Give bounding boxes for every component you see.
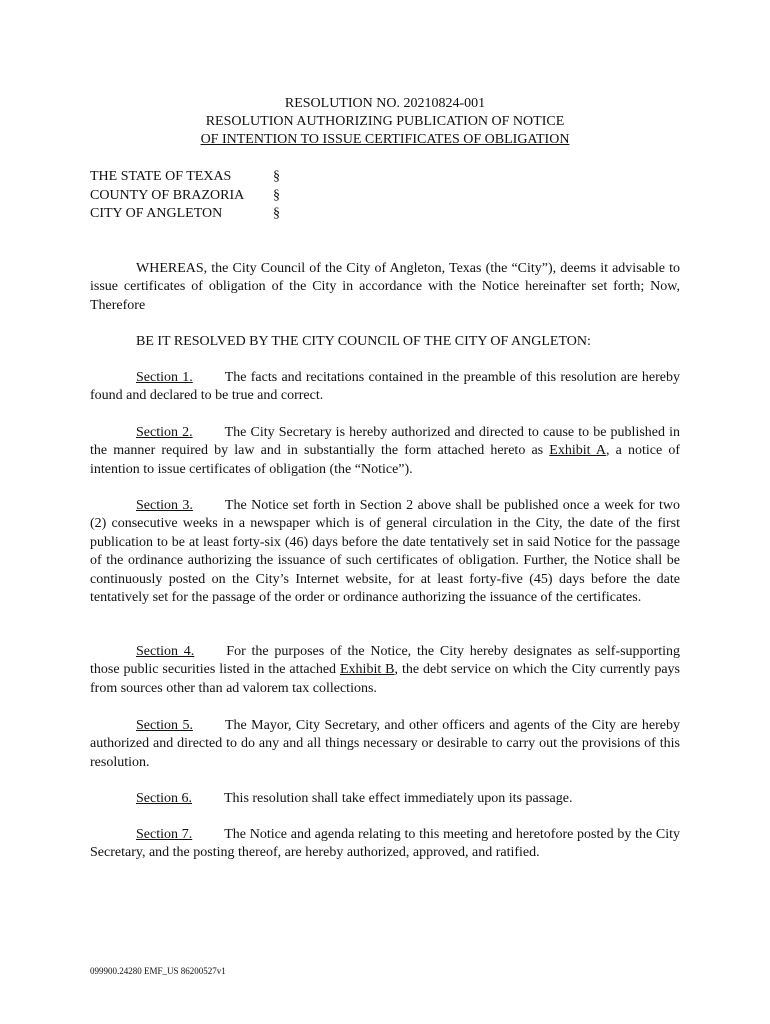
section-heading: Section 5.	[136, 718, 193, 733]
caption-row	[90, 187, 280, 206]
section-text: , a notice of intention to issue certificates of obligation (the “Notice”).	[90, 443, 680, 477]
exhibit-b-reference: Exhibit B	[340, 662, 395, 678]
section-5-paragraph	[90, 717, 680, 772]
caption-label: COUNTY OF BRAZORIA	[90, 187, 245, 203]
section-heading: Section 7.	[136, 827, 193, 842]
resolution-title-line2: OF INTENTION TO ISSUE CERTIFICATES OF OBLIGATION	[200, 132, 570, 147]
section-3-paragraph	[90, 497, 680, 607]
caption-label: CITY OF ANGLETON	[90, 206, 223, 221]
caption-row	[90, 168, 280, 187]
section-text: The Notice set forth in Section 2 above shall be published once a week for two (2) consecutive weeks in a newspaper which is of general circulation in the City, the date of the first publication to be at least forty-six (46) days before the date tentatively set in said Notice for the passage of the ordinance authorizing the issuance of such certificates of obligation. Further, the Notice shall be continuously posted on the City’s Internet website, for at least forty-five (45) days before the date tentatively set for the passage of the order or ordinance authorizing the issuance of the certificates.	[90, 498, 680, 606]
caption-row	[90, 205, 280, 224]
section-2-paragraph	[90, 424, 680, 479]
section-6-paragraph	[90, 790, 680, 808]
section-heading: Section 4.	[136, 644, 195, 659]
section-text: This resolution shall take effect immediately upon its passage.	[224, 791, 573, 806]
caption-block	[90, 168, 280, 224]
section-heading: Section 3.	[136, 498, 193, 513]
document-footer-id: 099900.24280 EMF_US 86200527v1	[90, 966, 226, 976]
section-4-paragraph	[90, 643, 680, 698]
section-text: For the purposes of the Notice, the City hereby designates as self-supporting those public securities listed in the attached	[90, 644, 680, 678]
section-1-paragraph	[90, 369, 680, 406]
resolution-title-line1: RESOLUTION AUTHORIZING PUBLICATION OF NOTICE	[205, 114, 565, 129]
section-text: , the debt service on which the City currently pays from sources other than ad valorem tax collections.	[90, 662, 681, 696]
resolution-number: RESOLUTION NO. 20210824-001	[284, 96, 486, 111]
section-mark: §	[273, 206, 280, 221]
section-heading: Section 6.	[136, 791, 192, 806]
section-text: The Notice and agenda relating to this meeting and heretofore posted by the City Secretary, and the posting thereof, are hereby authorized, approved, and ratified.	[90, 827, 680, 861]
exhibit-a-reference: Exhibit A	[549, 443, 606, 459]
resolved-text: BE IT RESOLVED BY THE CITY COUNCIL OF THE CITY OF ANGLETON:	[136, 334, 591, 349]
whereas-paragraph	[90, 260, 680, 315]
section-mark: §	[273, 169, 280, 184]
section-mark: §	[273, 187, 280, 203]
resolved-clause	[90, 333, 680, 351]
caption-label: THE STATE OF TEXAS	[90, 169, 232, 184]
section-heading: Section 1.	[136, 370, 193, 385]
section-heading: Section 2.	[136, 425, 193, 440]
section-text: The Mayor, City Secretary, and other officers and agents of the City are hereby authorized and directed to do any and all things necessary or desirable to carry out the provisions of this resolution.	[90, 718, 680, 770]
section-7-paragraph	[90, 826, 680, 863]
section-text: The facts and recitations contained in the preamble of this resolution are hereby found and declared to be true and correct.	[90, 370, 680, 404]
whereas-text: WHEREAS, the City Council of the City of Angleton, Texas (the “City”), deems it advisable to issue certificates of obligation of the City in accordance with the Notice hereinafter set forth; Now, Therefore	[90, 261, 680, 313]
section-text: The City Secretary is hereby authorized and directed to cause to be published in the manner required by law and in substantially the form attached hereto as	[90, 425, 680, 459]
